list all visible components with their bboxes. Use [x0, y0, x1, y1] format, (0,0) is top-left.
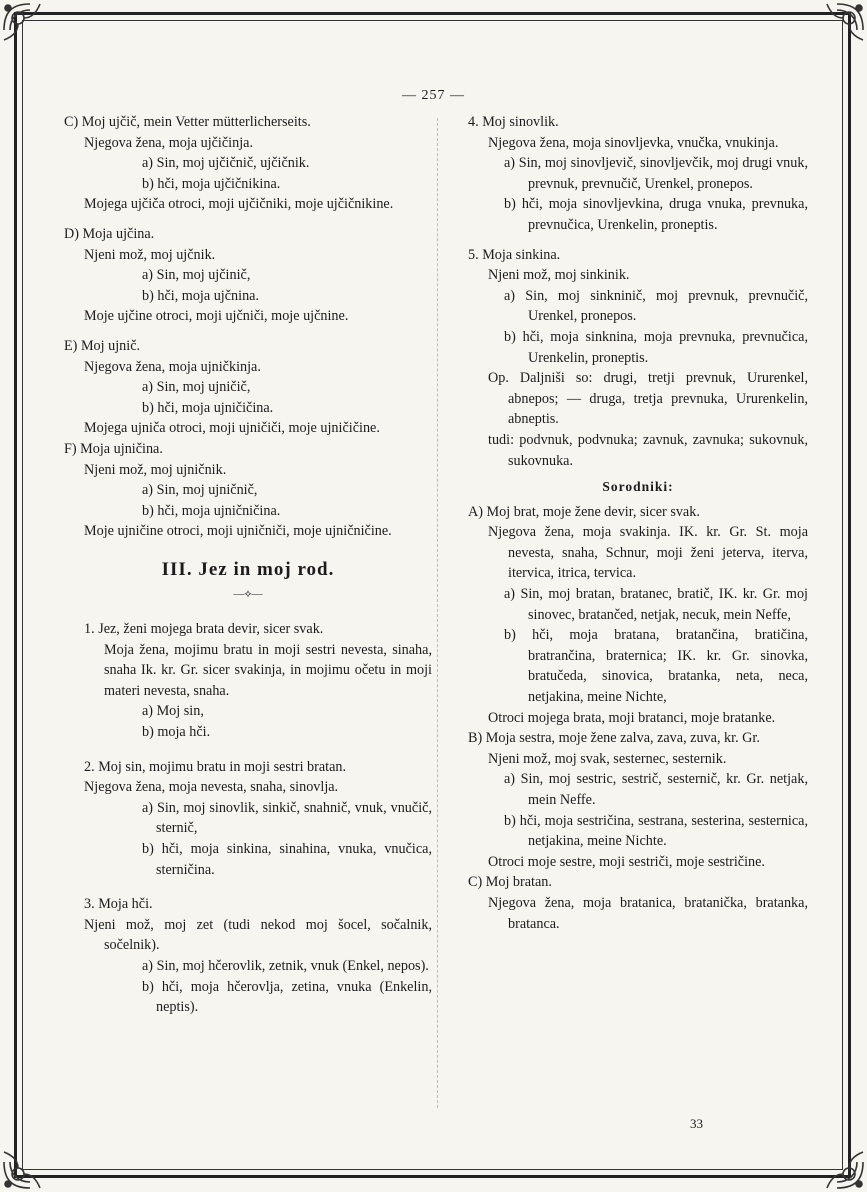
entry-subline: a) Sin, moj sinovljevič, sinovljevčik, moj drugi vnuk, prevnuk, prevnučič, Urenkel, pronepos.: [504, 155, 808, 192]
entry-subline: a) Sin, moj ujčinič,: [142, 267, 251, 284]
entry-subline: b) hči, moja ujčičnikina.: [142, 175, 281, 192]
entry-title: B) Moja sestra, moje žene zalva, zava, zuva, kr. Gr.: [468, 730, 760, 747]
entry-title: C) Moj bratan.: [468, 874, 552, 891]
entry-subline: a) Sin, moj ujničnič,: [142, 482, 258, 499]
entry-line: Njeni mož, moj zet (tudi nekod moj šocel, sočalnik, sočelnik).: [84, 916, 432, 954]
entry-subline: a) Sin, moj ujničič,: [142, 379, 251, 396]
corner-ornament-bottom-right: [813, 1138, 867, 1192]
entry-subline: b) moja hči.: [142, 724, 211, 741]
section-subheading: Sorodniki:: [602, 479, 674, 495]
entry-line: Njegova žena, moja ujčičinja.: [84, 134, 253, 151]
entry-line: Njegova žena, moja sinovljevka, vnučka, vnukinja.: [488, 134, 779, 151]
page-number: — 257 —: [402, 88, 465, 103]
entry-line: Njeni mož, moj ujčnik.: [84, 246, 216, 263]
corner-ornament-top-left: [0, 0, 54, 54]
entry-title: 1. Jez, ženi mojega brata devir, sicer svak.: [84, 621, 324, 638]
entry-title: 5. Moja sinkina.: [468, 246, 561, 263]
entry-line: Njegova žena, moja bratanica, bratanička, bratanka, bratanca.: [488, 894, 808, 932]
entry-line: Moje ujčine otroci, moji ujčniči, moje ujčnine.: [84, 308, 349, 325]
entry-line: Moje ujničine otroci, moji ujničniči, moje ujničničine.: [84, 523, 392, 540]
entry-subline: a) Sin, moj sinkninič, moj prevnuk, prevnučič, Urenkel, pronepos.: [504, 287, 808, 325]
signature-mark: 33: [690, 1116, 703, 1131]
entry-line: Njegova žena, moja nevesta, snaha, sinovlja.: [84, 779, 339, 796]
entry-title: 3. Moja hči.: [84, 896, 153, 913]
entry-subline: a) Moj sin,: [142, 703, 204, 720]
entry-line: Otroci moje sestre, moji sestriči, moje sestričine.: [488, 853, 765, 870]
note-line: Op. Daljniši so: drugi, tretji prevnuk, Ururenkel, abnepos; — druga, tretja prevnuka, Ururenkelin, abneptis.: [488, 370, 808, 428]
entry-line: Moja žena, mojimu bratu in moji sestri nevesta, sinaha, snaha Ik. kr. Gr. sicer svakinja, in mojimu očetu in moji materi nevesta, snaha.: [104, 641, 432, 699]
entry-line: Otroci mojega brata, moji bratanci, moje bratanke.: [488, 709, 776, 726]
heading-ornament: —⟡—: [233, 588, 263, 601]
entry-line: Njeni mož, moj sinkinik.: [488, 267, 630, 284]
entry-title: D) Moja ujčina.: [64, 225, 155, 242]
entry-subline: a) Sin, moj ujčičnič, ujčičnik.: [142, 155, 310, 172]
entry-subline: b) hči, moja sinkina, sinahina, vnuka, vnučica, sterničina.: [142, 841, 432, 878]
corner-ornament-bottom-left: [0, 1138, 54, 1192]
entry-subline: b) hči, moja ujčnina.: [142, 287, 260, 304]
entry-subline: b) hči, moja sinknina, moja prevnuka, prevnučica, Urenkelin, proneptis.: [504, 328, 808, 366]
entry-title: 4. Moj sinovlik.: [468, 114, 559, 130]
corner-ornament-top-right: [813, 0, 867, 54]
entry-subline: a) Sin, moj sestric, sestrič, sesternič, kr. Gr. netjak, mein Neffe.: [504, 771, 808, 808]
entry-subline: b) hči, moja bratana, bratančina, bratičina, bratrančina, braternica; IK. kr. Gr. sinovka, bratučeda, sinovica, bratanka, neta, neca, netjakina, meine Nichte,: [504, 627, 808, 706]
entry-subline: b) hči, moja ujničičina.: [142, 399, 274, 416]
entry-subline: b) hči, moja sestričina, sestrana, sesterina, sesternica, netjakina, meine Nichte.: [504, 812, 808, 850]
column-divider: [437, 118, 438, 1108]
entry-subline: b) hči, moja sinovljevkina, druga vnuka, prevnuka, prevnučica, Urenkelin, proneptis.: [504, 196, 808, 233]
entry-line: Njeni mož, moj svak, sesternec, sesternik.: [488, 750, 727, 767]
entry-line: Mojega ujniča otroci, moji ujničiči, moje ujničičine.: [84, 420, 380, 437]
entry-line: Mojega ujčiča otroci, moji ujčičniki, moje ujčičnikine.: [84, 196, 394, 213]
entry-title: A) Moj brat, moje žene devir, sicer svak.: [468, 503, 700, 520]
left-column: [64, 112, 432, 1018]
entry-title: C) Moj ujčič, mein Vetter mütterlicherseits.: [64, 114, 311, 130]
entry-title: 2. Moj sin, mojimu bratu in moji sestri bratan.: [84, 758, 347, 775]
entry-subline: a) Sin, moj sinovlik, sinkič, snahnič, vnuk, vnučič, sternič,: [142, 799, 432, 837]
entry-subline: b) hči, moja hčerovlja, zetina, vnuka (Enkelin, neptis).: [142, 978, 432, 1016]
note-line: tudi: podvnuk, podvnuka; zavnuk, zavnuka; sukovnuk, sukovnuka.: [488, 431, 808, 469]
entry-title: F) Moja ujničina.: [64, 440, 163, 457]
entry-subline: a) Sin, moj hčerovlik, zetnik, vnuk (Enkel, nepos).: [142, 957, 429, 974]
entry-subline: a) Sin, moj bratan, bratanec, bratič, IK. kr. Gr. moj sinovec, bratančed, netjak, necuk, mein Neffe,: [504, 586, 808, 623]
section-heading: III. Jez in moj rod.: [161, 558, 335, 580]
entry-line: Njegova žena, moja ujničkinja.: [84, 358, 261, 375]
entry-line: Njegova žena, moja svakinja. IK. kr. Gr. St. moja nevesta, snaha, Schnur, moji ženi jeterva, iterva, itervica, itrica, tervica.: [488, 524, 808, 582]
entry-subline: b) hči, moja ujničničina.: [142, 502, 281, 519]
right-column: [468, 112, 808, 934]
entry-title: E) Moj ujnič.: [64, 337, 141, 354]
entry-line: Njeni mož, moj ujničnik.: [84, 461, 227, 478]
